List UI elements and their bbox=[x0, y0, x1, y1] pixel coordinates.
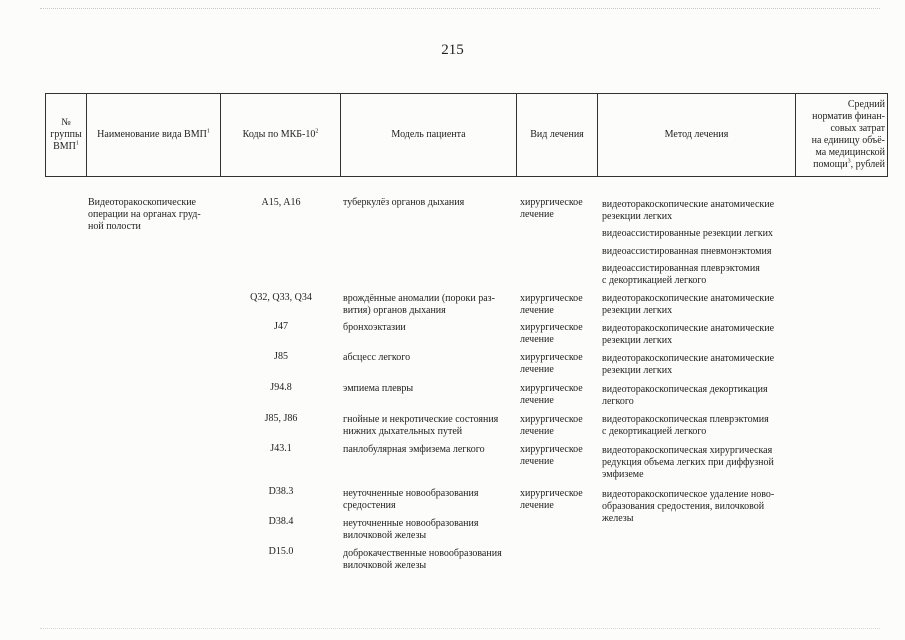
row-patient-model: туберкулёз органов дыхания bbox=[343, 197, 465, 208]
row-code: J43.1 bbox=[270, 443, 292, 454]
row-treatment-type: хирургическое лечение bbox=[520, 414, 583, 437]
scan-artifact-top bbox=[40, 8, 880, 12]
row-code: D15.0 bbox=[268, 546, 294, 557]
header-patient-model: Модель пациента bbox=[341, 94, 517, 177]
row-code: J47 bbox=[274, 321, 288, 332]
row-patient-model: доброкачественные новообразования вилочковой железы bbox=[343, 548, 502, 571]
scan-artifact-bottom bbox=[40, 628, 880, 632]
row-treatment-method: видеоассистированные резекции легких bbox=[602, 228, 773, 239]
row-patient-model: панлобулярная эмфизема легкого bbox=[343, 444, 485, 455]
row-code: Q32, Q33, Q34 bbox=[250, 292, 312, 303]
row-patient-model: бронхоэктазии bbox=[343, 322, 406, 333]
group-name: Видеоторакоскопические операции на органах груд- ной полости bbox=[88, 197, 201, 232]
row-patient-model: эмпиема плевры bbox=[343, 383, 414, 394]
row-treatment-method: видеоторакоскопические анатомические резекции легких bbox=[602, 293, 775, 316]
row-code: J85, J86 bbox=[264, 413, 298, 424]
header-icd-codes: Коды по МКБ-$10^2$ bbox=[221, 94, 341, 177]
row-treatment-type: хирургическое лечение bbox=[520, 444, 583, 467]
row-treatment-method: видеоторакоскопические анатомические резекции легких bbox=[602, 353, 775, 376]
row-treatment-method: видеоторакоскопическая плеврэктомия с декортикацией легкого bbox=[602, 414, 769, 437]
row-patient-model: абсцесс легкого bbox=[343, 352, 411, 363]
row-treatment-method: видеоассистированная пневмонэктомия bbox=[602, 246, 772, 257]
row-treatment-method: видеоторакоскопические анатомические резекции легких bbox=[602, 323, 775, 346]
row-patient-model: врождённые аномалии (пороки раз- вития) органов дыхания bbox=[343, 293, 495, 316]
row-code: D38.3 bbox=[268, 486, 294, 497]
row-treatment-method: видеоассистированная плеврэктомия с декортикацией легкого bbox=[602, 263, 760, 286]
row-code: J94.8 bbox=[270, 382, 292, 393]
row-patient-model: гнойные и некротические состояния нижних дыхательных путей bbox=[343, 414, 499, 437]
row-treatment-method: видеоторакоскопическая декортикация легкого bbox=[602, 384, 768, 407]
row-treatment-type: хирургическое лечение bbox=[520, 293, 583, 316]
row-code: J85 bbox=[274, 351, 288, 362]
row-patient-model: неуточненные новообразования вилочковой железы bbox=[343, 518, 479, 541]
header-treatment-method: Метод лечения bbox=[598, 94, 796, 177]
header-vmp-name: Наименование вида ВМП$^1$ bbox=[87, 94, 221, 177]
row-treatment-method: видеоторакоскопическая хирургическая редукция объема легких при диффузной эмфиземе bbox=[602, 445, 774, 480]
row-code: D38.4 bbox=[268, 516, 294, 527]
row-code: A15, A16 bbox=[261, 197, 301, 208]
row-treatment-method: видеоторакоскопическое удаление ново- образования средостения, вилочковой железы bbox=[602, 489, 775, 524]
header-treatment-type: Вид лечения bbox=[517, 94, 598, 177]
row-treatment-type: хирургическое лечение bbox=[520, 488, 583, 511]
row-patient-model: неуточненные новообразования средостения bbox=[343, 488, 479, 511]
page-number: 215 bbox=[441, 42, 464, 58]
header-group-no: № группы ВМП$^1$ bbox=[46, 94, 87, 177]
row-treatment-type: хирургическое лечение bbox=[520, 383, 583, 406]
table-header bbox=[45, 93, 888, 177]
row-treatment-method: видеоторакоскопические анатомические резекции легких bbox=[602, 199, 775, 222]
row-treatment-type: хирургическое лечение bbox=[520, 197, 583, 220]
row-treatment-type: хирургическое лечение bbox=[520, 322, 583, 345]
header-cost-norm: Средний норматив финан- совых затрат на единицу объё- ма медицинской помощи$^3$, рублей bbox=[796, 94, 888, 177]
row-treatment-type: хирургическое лечение bbox=[520, 352, 583, 375]
